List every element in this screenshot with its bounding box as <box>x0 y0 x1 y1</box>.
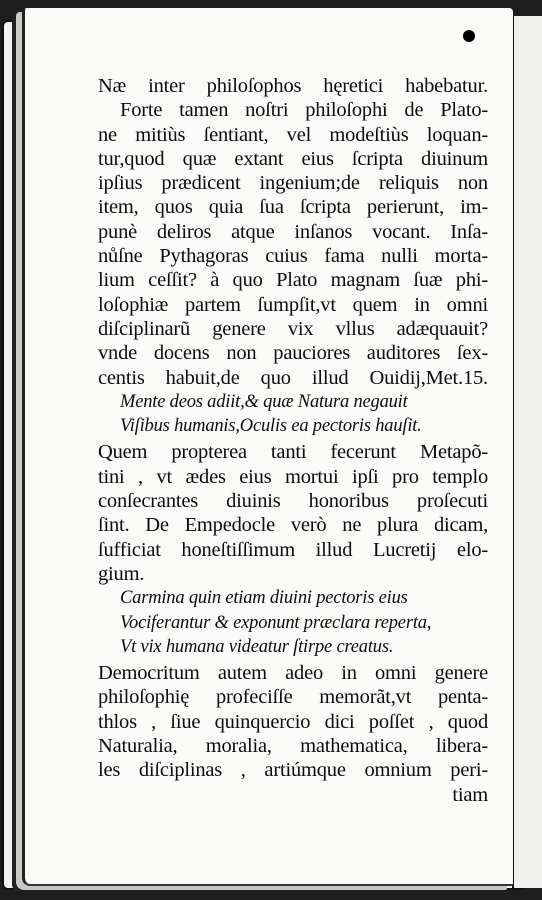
text-line: ſufficiat honeſtiſſimum illud Lucretij elo- <box>98 538 488 561</box>
text-line: les diſciplinas , artiúmque omnium peri- <box>98 759 488 782</box>
text-line: conſecrantes diuinis honoribus proſecuti <box>98 490 488 513</box>
text-line: Næ inter philoſophos hęretici habebatur. <box>98 75 488 97</box>
text-line: Forte tamen noſtri philoſophi de Plato- <box>120 99 488 122</box>
page-hole <box>463 30 475 42</box>
verse-line: Carmina quin etiam diuini pectoris eius <box>120 588 408 609</box>
verse-line: Vociferantur & exponunt præclara reperta, <box>120 612 432 633</box>
text-line: ne mitiùs ſentiant, vel modeſtiùs loquan- <box>98 123 488 146</box>
text-line: gium. <box>98 562 145 585</box>
catchword: tiam <box>452 783 488 806</box>
text-line: ipſius prædicent ingenium;de reliquis non <box>98 172 488 195</box>
verse-line: Viſibus humanis,Oculis ea pectoris hauſit. <box>120 416 422 437</box>
facing-page-edge <box>512 16 542 888</box>
text-line: tur,quod quæ extant eius ſcripta diuinum <box>98 147 488 170</box>
text-line: loſophiæ partem ſumpſit,vt quem in omni <box>98 293 488 316</box>
text-line: diſciplinarũ genere vix vllus adæquauit? <box>98 317 488 340</box>
text-line: tini , vt ædes eius mortui ipſi pro templo <box>98 465 488 488</box>
page-text <box>98 74 488 807</box>
text-line: item, quos quia ſua ſcripta perierunt, im- <box>98 196 488 219</box>
text-line: nůſne Pythagoras cuius fama nulli morta- <box>98 245 488 268</box>
text-line: centis habuit,de quo illud Ouidij,Met.15. <box>98 366 488 389</box>
text-line: thlos , ſiue quinquercio dici poſſet , quod <box>98 710 488 733</box>
text-line: lium ceſſit? à quo Plato magnam ſuæ phi- <box>98 269 488 292</box>
text-line: ſint. De Empedocle verò ne plura dicam, <box>98 514 488 537</box>
text-line: punè deliros atque inſanos vocant. Inſa- <box>98 220 488 243</box>
text-line: Quem propterea tanti fecerunt Metapõ- <box>98 441 488 464</box>
text-line: philoſophię profeciſſe memorãt,vt penta- <box>98 686 488 709</box>
text-line: Naturalia, moralia, mathematica, libera- <box>98 735 488 758</box>
verse-line: Vt vix humana videatur ſtirpe creatus. <box>120 636 394 657</box>
text-line: vnde docens non pauciores auditores ſex- <box>98 342 488 365</box>
verse-line: Mente deos adiit,& quæ Natura negauit <box>120 391 408 412</box>
text-line: Democritum autem adeo in omni genere <box>98 662 488 685</box>
